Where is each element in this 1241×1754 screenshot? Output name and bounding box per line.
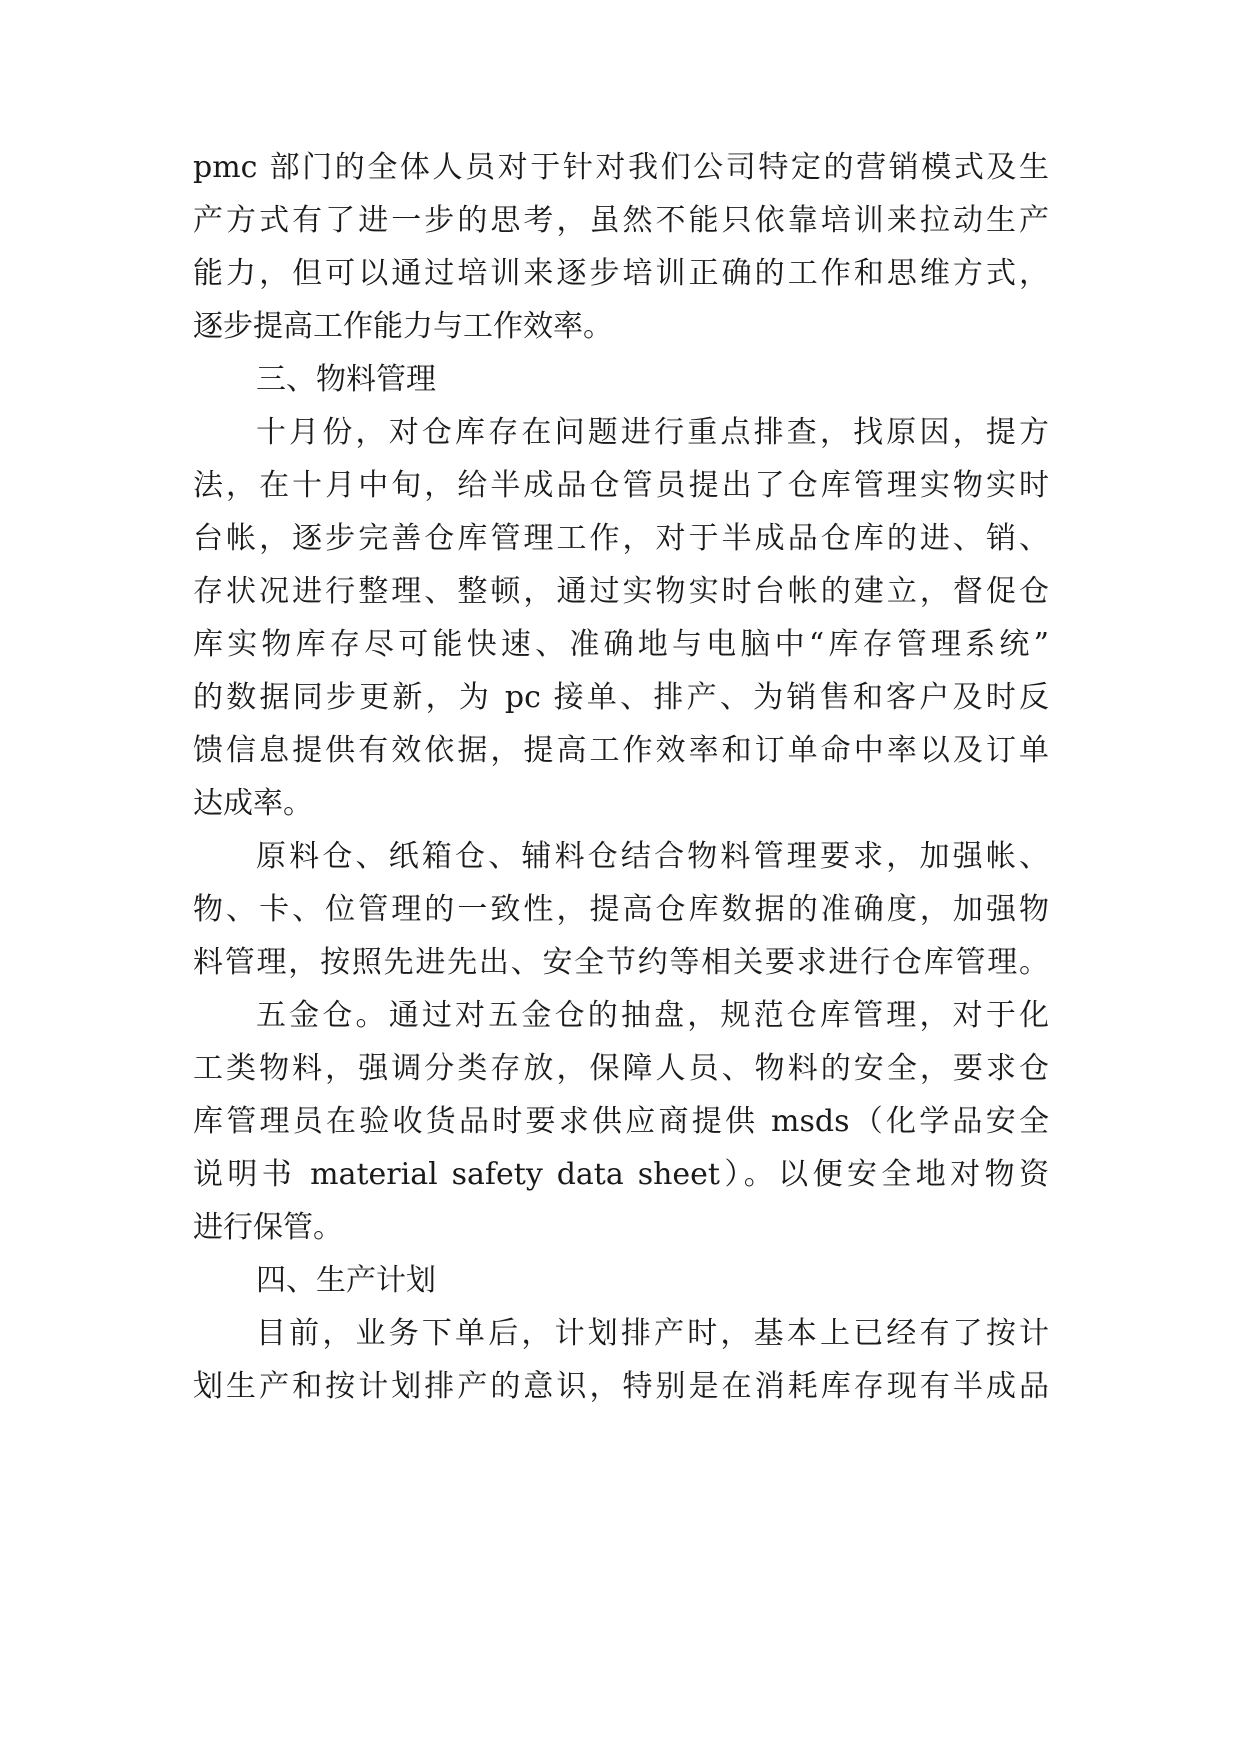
- paragraph-line: 馈信息提供有效依据，提高工作效率和订单命中率以及订单: [193, 733, 1049, 768]
- paragraph-line: 能力，但可以通过培训来逐步培训正确的工作和思维方式，: [193, 256, 1049, 291]
- paragraph-line: 目前，业务下单后，计划排产时，基本上已经有了按计: [256, 1316, 1049, 1351]
- section-heading: 四、生产计划: [256, 1263, 436, 1298]
- paragraph-line: 产方式有了进一步的思考，虽然不能只依靠培训来拉动生产: [193, 203, 1049, 238]
- paragraph-line: 原料仓、纸箱仓、辅料仓结合物料管理要求，加强帐、: [256, 839, 1049, 874]
- paragraph-line: 存状况进行整理、整顿，通过实物实时台帐的建立，督促仓: [193, 574, 1049, 609]
- paragraph-line: 库实物库存尽可能快速、准确地与电脑中“库存管理系统”: [193, 627, 1049, 662]
- paragraph-line: 库管理员在验收货品时要求供应商提供 msds（化学品安全: [193, 1104, 1049, 1139]
- paragraph-line: 十月份，对仓库存在问题进行重点排查，找原因，提方: [256, 415, 1049, 450]
- paragraph-line: 物、卡、位管理的一致性，提高仓库数据的准确度，加强物: [193, 892, 1049, 927]
- paragraph-line: 达成率。: [193, 786, 313, 821]
- paragraph-line: pmc 部门的全体人员对于针对我们公司特定的营销模式及生: [193, 150, 1049, 185]
- paragraph-line: 台帐，逐步完善仓库管理工作，对于半成品仓库的进、销、: [193, 521, 1049, 556]
- paragraph-line: 的数据同步更新，为 pc 接单、排产、为销售和客户及时反: [193, 680, 1049, 715]
- paragraph-line: 划生产和按计划排产的意识，特别是在消耗库存现有半成品: [193, 1369, 1049, 1404]
- paragraph-line: 说明书 material safety data sheet）。以便安全地对物资: [193, 1157, 1049, 1192]
- paragraph-line: 进行保管。: [193, 1210, 343, 1245]
- paragraph-line: 逐步提高工作能力与工作效率。: [193, 309, 613, 344]
- paragraph-line: 法，在十月中旬，给半成品仓管员提出了仓库管理实物实时: [193, 468, 1049, 503]
- paragraph-line: 工类物料，强调分类存放，保障人员、物料的安全，要求仓: [193, 1051, 1049, 1086]
- paragraph-line: 料管理，按照先进先出、安全节约等相关要求进行仓库管理。: [193, 945, 1049, 980]
- section-heading: 三、物料管理: [256, 362, 436, 397]
- paragraph-line: 五金仓。通过对五金仓的抽盘，规范仓库管理，对于化: [256, 998, 1049, 1033]
